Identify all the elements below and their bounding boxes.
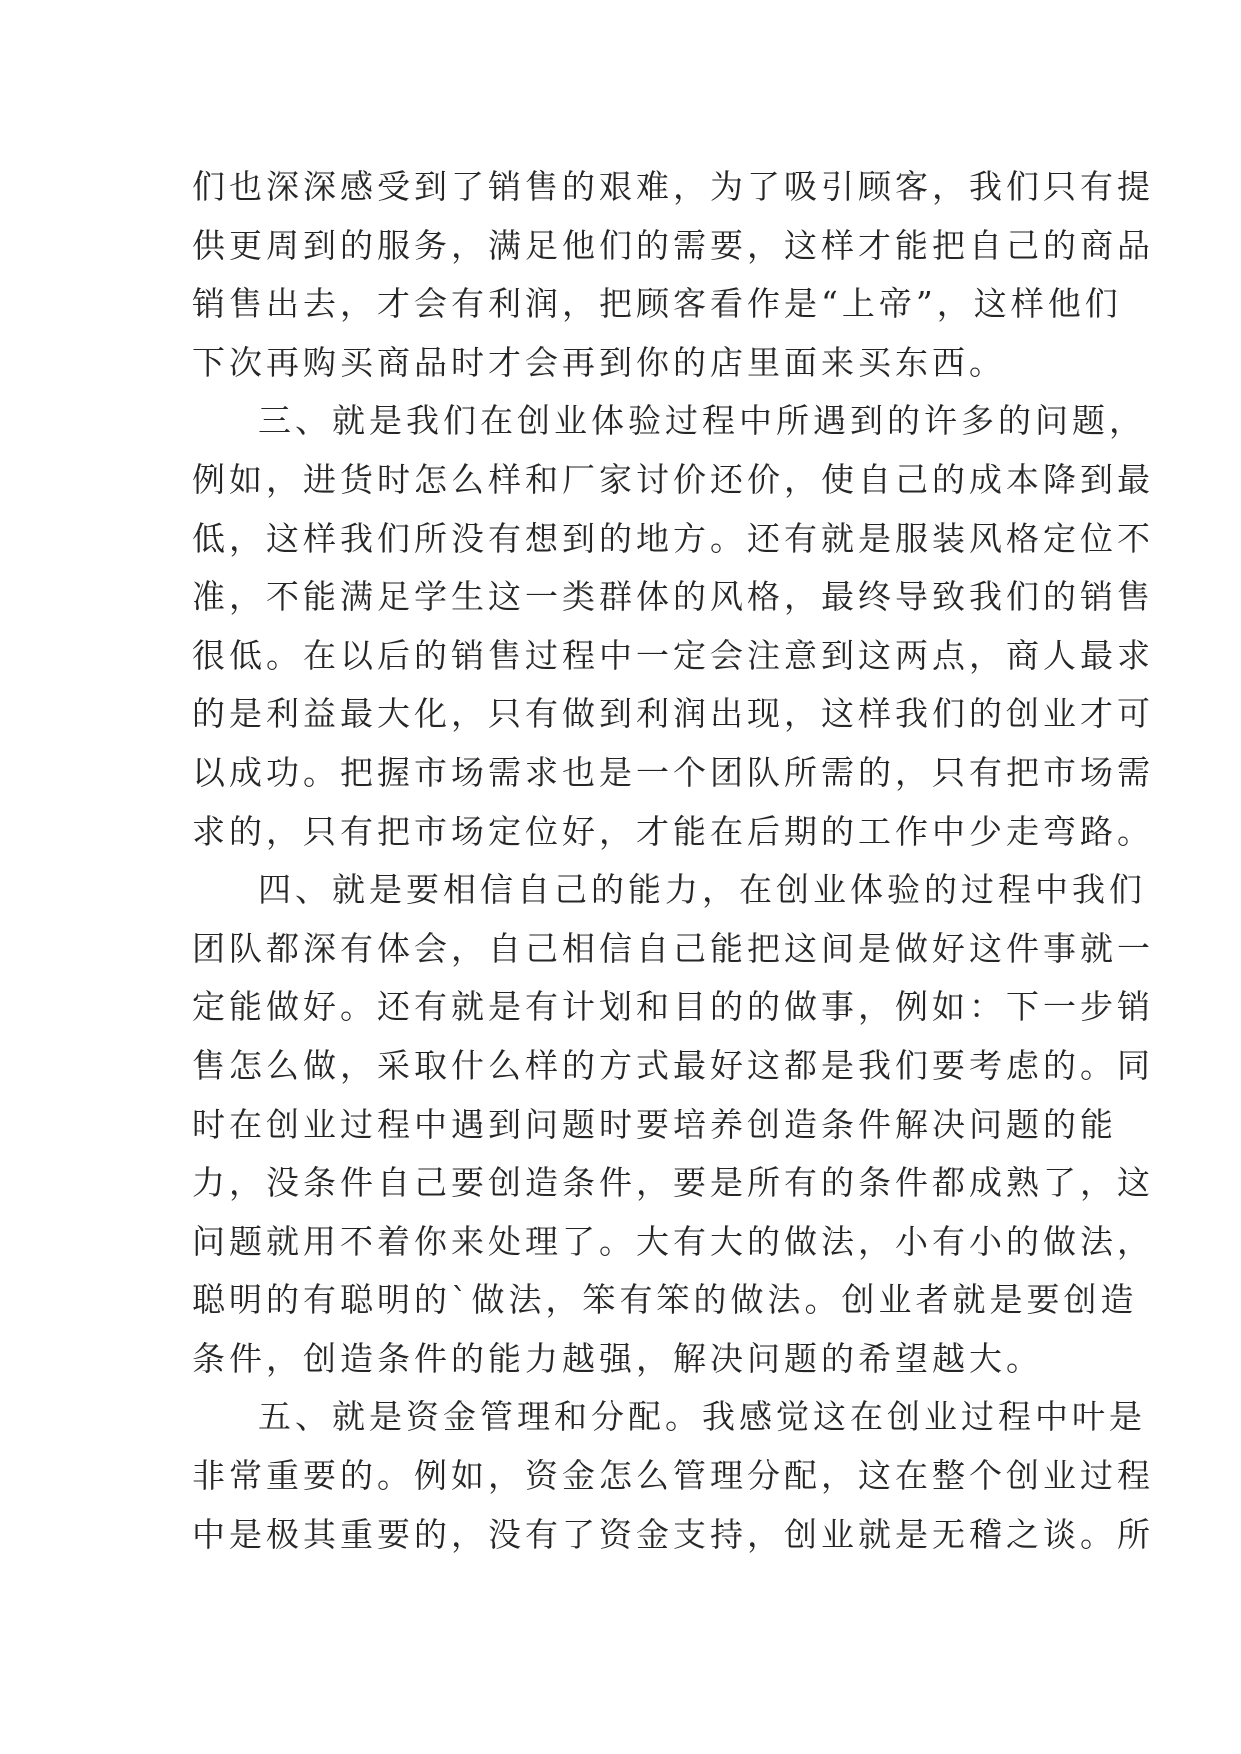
text-line: 的是利益最大化，只有做到利润出现，这样我们的创业才可 [192,694,1154,734]
paragraph-5-first-line: 五、就是资金管理和分配。我感觉这在创业过程中叶是 [258,1397,1146,1437]
text-line: 条件，创造条件的能力越强，解决问题的希望越大。 [192,1338,1043,1378]
text-line: 供更周到的服务，满足他们的需要，这样才能把自己的商品 [192,225,1154,265]
paragraph-4-first-line: 四、就是要相信自己的能力，在创业体验的过程中我们 [258,870,1146,910]
paragraph-3-first-line: 三、就是我们在创业体验过程中所遇到的许多的问题， [258,401,1146,441]
text-line: 准，不能满足学生这一类群体的风格，最终导致我们的销售 [192,577,1154,617]
text-line: 聪明的有聪明的`做法，笨有笨的做法。创业者就是要创造 [192,1280,1138,1320]
text-line: 以成功。把握市场需求也是一个团队所需的，只有把市场需 [192,752,1154,792]
text-line: 销售出去，才会有利润，把顾客看作是“上帝”，这样他们 [192,284,1122,324]
text-line: 非常重要的。例如，资金怎么管理分配，这在整个创业过程 [192,1456,1154,1496]
text-line: 定能做好。还有就是有计划和目的的做事，例如：下一步销 [192,987,1154,1027]
text-line: 求的，只有把市场定位好，才能在后期的工作中少走弯路。 [192,811,1154,851]
text-line: 低，这样我们所没有想到的地方。还有就是服装风格定位不 [192,518,1154,558]
text-line: 中是极其重要的，没有了资金支持，创业就是无稽之谈。所 [192,1514,1154,1554]
text-line: 问题就用不着你来处理了。大有大的做法，小有小的做法， [192,1221,1154,1261]
text-line: 例如，进货时怎么样和厂家讨价还价，使自己的成本降到最 [192,459,1154,499]
text-line: 团队都深有体会，自己相信自己能把这间是做好这件事就一 [192,928,1154,968]
text-line: 下次再购买商品时才会再到你的店里面来买东西。 [192,342,1006,382]
document-body [192,158,1154,1564]
text-line: 们也深深感受到了销售的艰难，为了吸引顾客，我们只有提 [192,167,1154,206]
text-line: 力，没条件自己要创造条件，要是所有的条件都成熟了，这 [192,1163,1154,1203]
text-line: 时在创业过程中遇到问题时要培养创造条件解决问题的能 [192,1104,1117,1144]
text-line: 售怎么做，采取什么样的方式最好这都是我们要考虑的。同 [192,1045,1154,1085]
text-line: 很低。在以后的销售过程中一定会注意到这两点，商人最求 [192,635,1154,675]
